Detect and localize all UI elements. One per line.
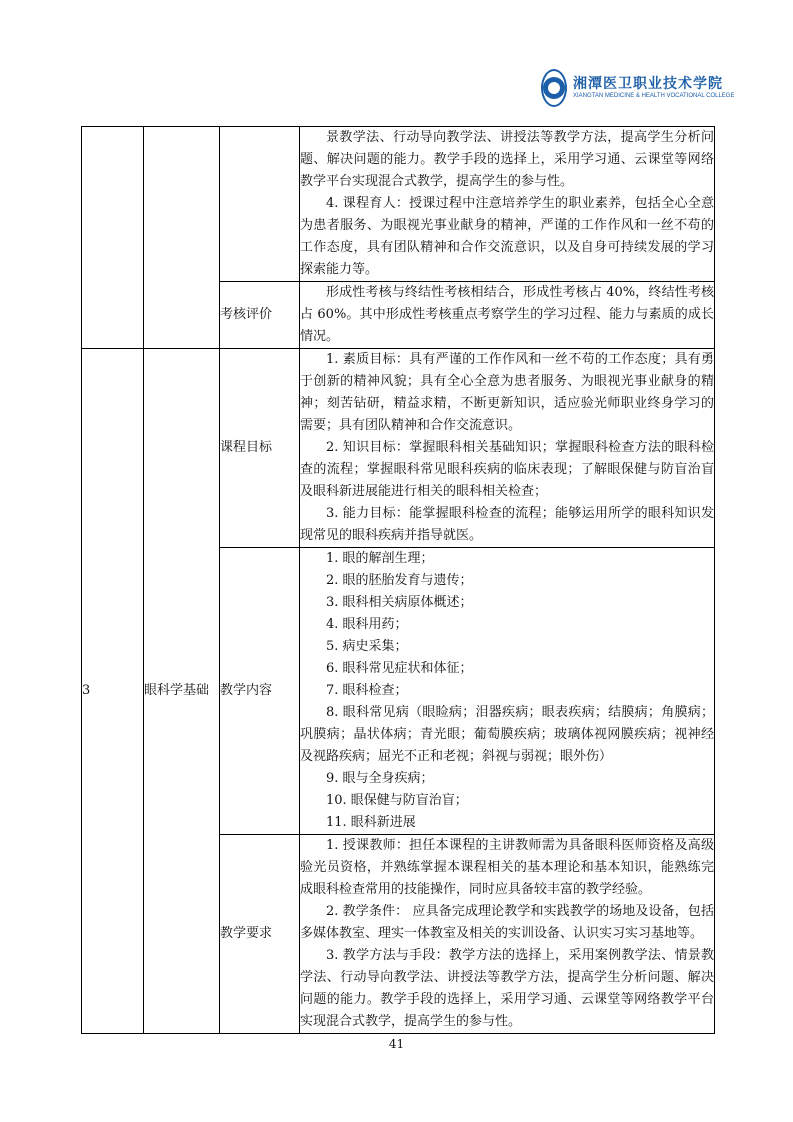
content-label: 教学内容 bbox=[220, 548, 300, 835]
assessment-cell bbox=[300, 282, 715, 349]
goal-item: 3. 能力目标：能掌握眼科检查的流程；能够运用所学的眼科知识发现常见的眼科疾病并指导就医。 bbox=[300, 506, 714, 543]
table-row bbox=[82, 127, 715, 282]
assessment-label: 考核评价 bbox=[220, 282, 300, 349]
course-name-cell bbox=[144, 127, 220, 349]
content-item: 6. 眼科常见症状和体征； bbox=[326, 661, 473, 676]
course-education-text: 4. 课程育人：授课过程中注意培养学生的职业素养，包括全心全意为患者服务、为眼视光事业献身的精神，严谨的工作作风和一丝不苟的工作态度，具有团队精神和合作交流意识，以及自身可持续发展的学习探索能力等。 bbox=[300, 196, 714, 277]
requirements-label: 教学要求 bbox=[220, 835, 300, 1034]
logo-name-cn: 湘潭医卫职业技术学院 bbox=[573, 75, 723, 92]
curriculum-table bbox=[81, 126, 715, 1034]
requirement-item: 3. 教学方法与手段：教学方法的选择上，采用案例教学法、情景教学法、行动导向教学法、讲授法等教学方法，提高学生分析问题、解决问题的能力。教学手段的选择上，采用学习通、云课堂等网络教学平台实现混合式教学，提高学生的参与性。 bbox=[300, 948, 714, 1029]
course-name: 眼科学基础 bbox=[144, 349, 220, 1034]
college-seal-icon bbox=[541, 69, 567, 107]
content-item: 1. 眼的解剖生理； bbox=[326, 551, 434, 566]
requirement-item: 2. 教学条件： 应具备完成理论教学和实践教学的场地及设备，包括多媒体教室、理实一体教室及相关的实训设备、认识实习实习基地等。 bbox=[300, 904, 714, 941]
content-item: 7. 眼科检查； bbox=[326, 683, 408, 698]
content-item: 10. 眼保健与防盲治盲； bbox=[326, 793, 468, 808]
content-item: 8. 眼科常见病（眼睑病；泪器疾病；眼表疾病；结膜病；角膜病；巩膜病；晶状体病；青光眼；葡萄膜疾病；玻璃体视网膜疾病；视神经及视路疾病；屈光不正和老视；斜视与弱视；眼外伤） bbox=[300, 705, 714, 764]
content-item: 11. 眼科新进展 bbox=[326, 815, 416, 830]
course-number: 3 bbox=[82, 349, 144, 1034]
content-item: 2. 眼的胚胎发育与遗传； bbox=[326, 573, 473, 588]
methods-text: 景教学法、行动导向教学法、讲授法等教学方法，提高学生分析问题、解决问题的能力。教学手段的选择上，采用学习通、云课堂等网络教学平台实现混合式教学，提高学生的参与性。 bbox=[300, 130, 714, 189]
goal-item: 2. 知识目标：掌握眼科相关基础知识；掌握眼科检查方法的眼科检查的流程；掌握眼科常见眼科疾病的临床表现；了解眼保健与防盲治盲及眼科新进展能进行相关的眼科相关检查； bbox=[300, 440, 714, 499]
goals-label: 课程目标 bbox=[220, 349, 300, 548]
course-number-cell bbox=[82, 127, 144, 349]
content-item: 3. 眼科相关病原体概述； bbox=[326, 595, 473, 610]
logo-name-en: XIANGTAN MEDICINE & HEALTH VOCATIONAL COLLEGE bbox=[573, 92, 735, 99]
content-item: 4. 眼科用药； bbox=[326, 617, 408, 632]
table-row bbox=[82, 349, 715, 548]
content-item: 5. 病史采集； bbox=[326, 639, 408, 654]
assessment-text: 形成性考核与终结性考核相结合，形成性考核占 40%，终结性考核占 60%。其中形成性考核重点考察学生的学习过程、能力与素质的成长情况。 bbox=[300, 285, 714, 344]
page-number: 41 bbox=[388, 1037, 405, 1051]
college-logo bbox=[541, 68, 735, 108]
section-label-cell bbox=[220, 127, 300, 282]
section-body-cell bbox=[300, 127, 715, 282]
goal-item: 1. 素质目标：具有严谨的工作作风和一丝不苟的工作态度；具有勇于创新的精神风貌；具有全心全意为患者服务、为眼视光事业献身的精神；刻苦钻研，精益求精，不断更新知识，适应验光师职业终身学习的需要；具有团队精神和合作交流意识。 bbox=[300, 352, 714, 433]
content-cell bbox=[300, 548, 715, 835]
goals-cell bbox=[300, 349, 715, 548]
requirements-cell bbox=[300, 835, 715, 1034]
requirement-item: 1. 授课教师：担任本课程的主讲教师需为具备眼科医师资格及高级验光员资格，并熟练掌握本课程相关的基本理论和基本知识，能熟练完成眼科检查常用的技能操作，同时应具备较丰富的教学经验。 bbox=[300, 838, 714, 897]
content-item: 9. 眼与全身疾病； bbox=[326, 771, 434, 786]
